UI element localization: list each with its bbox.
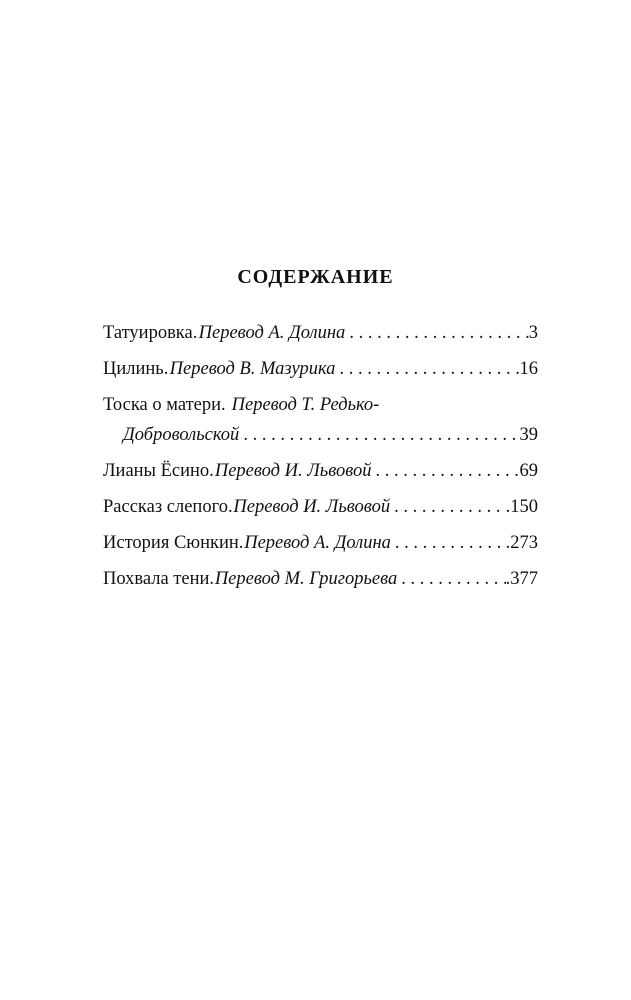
- toc-entry-page: .273: [505, 533, 538, 553]
- toc-entry: [103, 354, 538, 384]
- toc-entry-translator: Перевод А. Долина: [198, 323, 346, 343]
- table-of-contents: [103, 318, 538, 600]
- toc-entry: [103, 492, 538, 522]
- toc-entry-translator: Перевод В. Мазурика: [169, 359, 336, 379]
- toc-entry-title: История Сюнкин.: [103, 533, 244, 553]
- dot-leader: [372, 456, 520, 486]
- toc-entry-page: .377: [505, 569, 538, 589]
- toc-entry-title: Цилинь.: [103, 359, 169, 379]
- toc-entry-translator: Перевод И. Львовой: [214, 461, 372, 481]
- dot-leader: [391, 528, 506, 558]
- toc-entry-page: 3: [528, 323, 538, 343]
- dot-leader: [239, 420, 519, 450]
- toc-entry-page: 16: [519, 359, 538, 379]
- toc-entry: [103, 528, 538, 558]
- toc-entry-title: Лианы Ёсино.: [103, 461, 214, 481]
- toc-entry: [103, 456, 538, 486]
- toc-entry-page: 69: [519, 461, 538, 481]
- toc-entry-translator: Перевод А. Долина: [244, 533, 391, 553]
- toc-entry: [103, 564, 538, 594]
- toc-entry-title: Татуировка.: [103, 323, 198, 343]
- toc-entry-translator-continued: Добровольской: [123, 425, 240, 445]
- dot-leader: [390, 492, 506, 522]
- toc-entry-title: Тоска о матери.: [103, 395, 226, 415]
- toc-entry-translator: Перевод Т. Редько-: [231, 395, 380, 415]
- toc-entry-page: .150: [505, 497, 538, 517]
- toc-entry: [103, 318, 538, 348]
- toc-entry-title: Похвала тени.: [103, 569, 215, 589]
- toc-heading: СОДЕРЖАНИЕ: [237, 266, 394, 288]
- dot-leader: [335, 354, 519, 384]
- dot-leader: [345, 318, 528, 348]
- dot-leader: [397, 564, 505, 594]
- toc-entry-title: Рассказ слепого.: [103, 497, 233, 517]
- toc-entry-translator: Перевод И. Львовой: [233, 497, 391, 517]
- toc-entry: [103, 390, 538, 450]
- toc-entry-page: 39: [519, 425, 538, 445]
- toc-entry-translator: Перевод М. Григорьева: [214, 569, 398, 589]
